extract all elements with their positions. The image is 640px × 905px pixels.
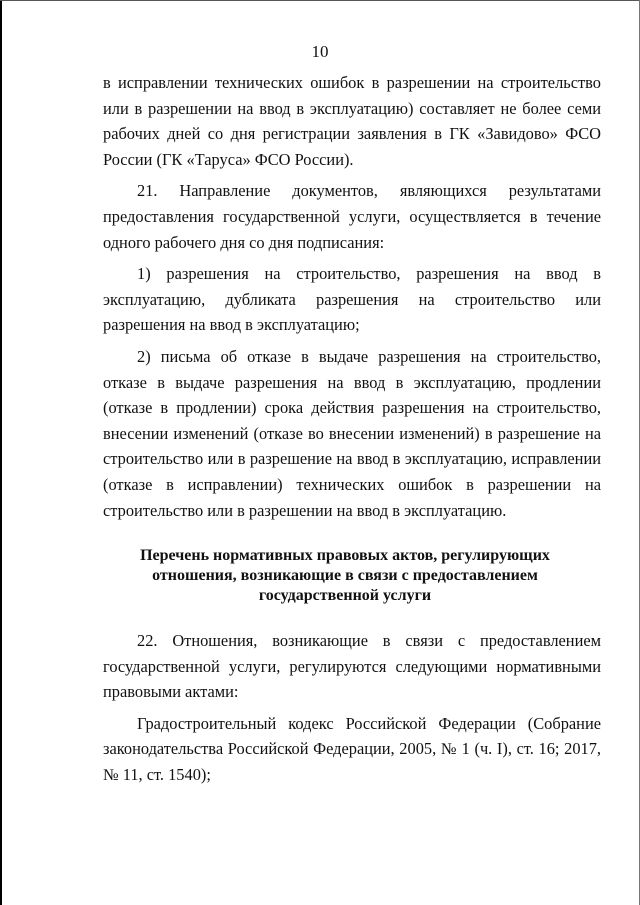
paragraph-21-item-2: 2) письма об отказе в выдаче разрешения на строительство, отказе в выдаче разрешения на ввод в эксплуатацию, продлении (отказе в продлении) срока действия разрешения на строительство, внесении изменений (отказе во внесении изменений) в разрешение на строительство или в разрешение на ввод в эксплуатацию, исправлении (отказе в исправлении) технических ошибок в разрешении на строительство или в разрешении на ввод в эксплуатацию. (103, 346, 601, 520)
paragraph-21-item-1: 1) разрешения на строительство, разрешения на ввод в эксплуатацию, дубликата разрешения на строительство или разрешения на ввод в эксплуатацию; (103, 264, 601, 335)
body-block-2 (103, 628, 601, 788)
page-number: 10 (311, 42, 329, 61)
scan-edge-left (0, 0, 2, 905)
paragraph-22: 22. Отношения, возникающие в связи с предоставлением государственной услуги, регулируются следующими нормативными правовыми актами: (103, 631, 601, 702)
scan-edge-top (0, 0, 640, 1)
paragraph-22-item-1: Градостроительный кодекс Российской Федерации (Собрание законодательства Российской Федерации, 2005, № 1 (ч. I), ст. 16; 2017, № 11, ст. 1540); (103, 713, 601, 784)
paragraph-continuation: в исправлении технических ошибок в разрешении на строительство или в разрешении на ввод в эксплуатацию) составляет не более семи рабочих дней со дня регистрации заявления в ГК «Завидово» ФСО России (ГК «Таруса» ФСО России). (103, 73, 601, 169)
paragraph-21: 21. Направление документов, являющихся результатами предоставления государственной услуги, осуществляется в течение одного рабочего дня со дня подписания: (103, 181, 601, 252)
body-block-1 (103, 70, 601, 523)
section-heading: Перечень нормативных правовых актов, регулирующих отношения, возникающие в связи с предоставлением государственной услуги (140, 547, 550, 604)
